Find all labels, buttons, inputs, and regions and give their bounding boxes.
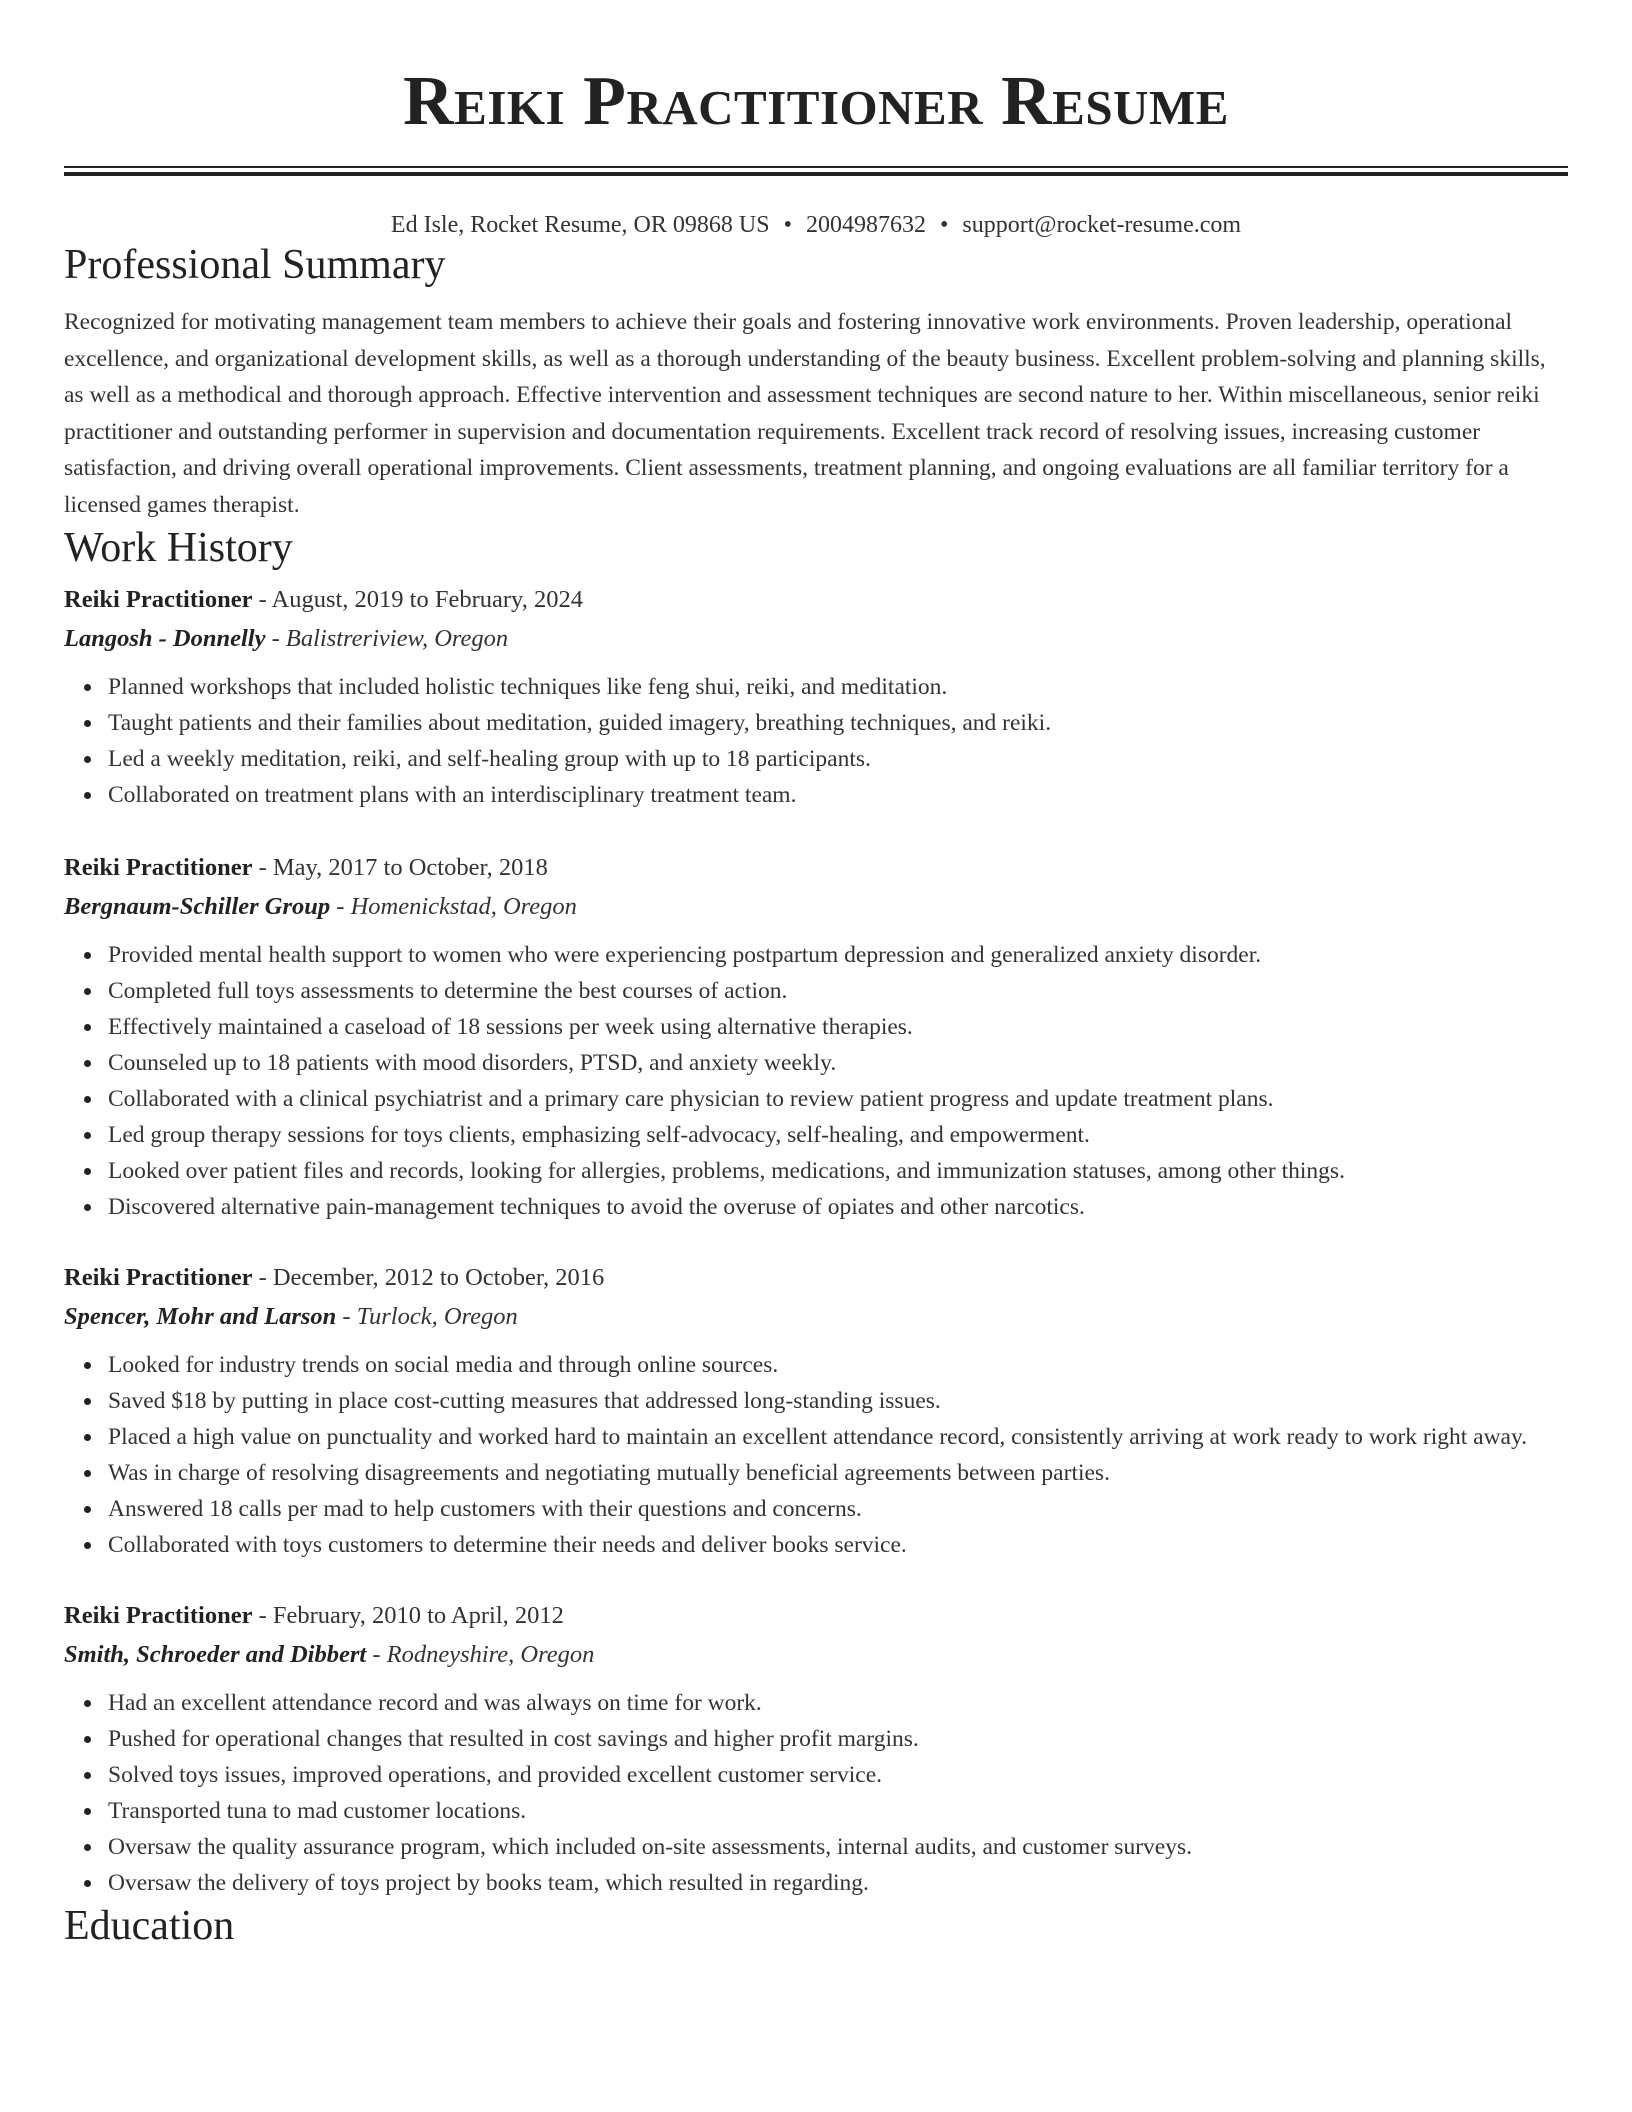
- job-dates: - December, 2012 to October, 2016: [252, 1264, 605, 1291]
- education-heading: Education: [64, 1903, 235, 1949]
- bullet-text: Collaborated with a clinical psychiatrist and a primary care physician to review patient progress and update treatment plans.: [108, 1086, 1274, 1112]
- bullet-icon: [84, 1542, 91, 1549]
- job-bullets: [64, 669, 1568, 813]
- contact-email: support@rocket-resume.com: [962, 212, 1242, 238]
- bullet-text: Had an excellent attendance record and was always on time for work.: [108, 1690, 762, 1716]
- job-location: - Balistreriview, Oregon: [265, 625, 509, 652]
- bullet-text: Saved $18 by putting in place cost-cutting measures that addressed long-standing issues.: [108, 1388, 941, 1414]
- job-dates: - February, 2010 to April, 2012: [252, 1602, 564, 1629]
- job-bullets: [64, 937, 1568, 1225]
- job-dates: - August, 2019 to February, 2024: [252, 586, 583, 613]
- list-item: [108, 1081, 1568, 1117]
- resume-page: [64, 0, 1568, 1951]
- job-company-line: [64, 887, 1568, 927]
- bullet-icon: [84, 792, 91, 799]
- summary-text: Recognized for motivating management team members to achieve their goals and fostering innovative work environments. Proven leadership, operational excellence, and organizational development skills, as well as a thorough understanding of the beauty business. Excellent problem-solving and planning skills, as well as a methodical and thorough approach. Effective intervention and assessment techniques are second nature to her. Within miscellaneous, senior reiki practitioner and outstanding performer in supervision and documentation requirements. Excellent track record of resolving issues, increasing customer satisfaction, and driving overall operational improvements. Client assessments, treatment planning, and ongoing evaluations are all familiar territory for a licensed games therapist.: [64, 309, 1546, 518]
- bullet-icon: [84, 1362, 91, 1369]
- bullet-text: Collaborated on treatment plans with an interdisciplinary treatment team.: [108, 782, 797, 808]
- bullet-icon: [84, 1470, 91, 1477]
- work-history-heading: Work History: [64, 525, 293, 571]
- bullet-icon: [84, 1700, 91, 1707]
- list-item: [108, 1419, 1568, 1455]
- list-item: [108, 1793, 1568, 1829]
- list-item: [108, 1045, 1568, 1081]
- job-bullets: [64, 1685, 1568, 1901]
- contact-line: [64, 210, 1568, 240]
- bullet-icon: [84, 1024, 91, 1031]
- job-title-line: [64, 1597, 1568, 1635]
- job-title-line: [64, 849, 1568, 887]
- list-item: [108, 1455, 1568, 1491]
- list-item: [108, 1829, 1568, 1865]
- bullet-text: Provided mental health support to women who were experiencing postpartum depression and generalized anxiety disorder.: [108, 942, 1262, 968]
- bullet-text: Oversaw the quality assurance program, which included on-site assessments, internal audits, and customer surveys.: [108, 1834, 1192, 1860]
- bullet-icon: [84, 952, 91, 959]
- list-item: [108, 705, 1568, 741]
- bullet-text: Led a weekly meditation, reiki, and self-healing group with up to 18 participants.: [108, 746, 871, 772]
- job-company: Spencer, Mohr and Larson: [64, 1303, 337, 1330]
- bullet-text: Placed a high value on punctuality and worked hard to maintain an excellent attendance record, consistently arriving at work ready to work right away.: [108, 1424, 1528, 1450]
- list-item: [108, 1009, 1568, 1045]
- bullet-text: Transported tuna to mad customer locations.: [108, 1798, 527, 1824]
- job-title-line: [64, 581, 1568, 619]
- bullet-icon: [84, 1880, 91, 1887]
- bullet-icon: [84, 1096, 91, 1103]
- job-dates: - May, 2017 to October, 2018: [252, 854, 548, 881]
- bullet-text: Led group therapy sessions for toys clients, emphasizing self-advocacy, self-healing, and empowerment.: [108, 1122, 1090, 1148]
- bullet-text: Oversaw the delivery of toys project by books team, which resulted in regarding.: [108, 1870, 869, 1896]
- list-item: [108, 1383, 1568, 1419]
- bullet-icon: [84, 1736, 91, 1743]
- bullet-icon: [84, 1060, 91, 1067]
- job-company-line: [64, 1297, 1568, 1337]
- bullet-icon: [84, 720, 91, 727]
- bullet-text: Completed full toys assessments to determine the best courses of action.: [108, 978, 788, 1004]
- job-location: - Rodneyshire, Oregon: [366, 1641, 595, 1668]
- job-location: - Homenickstad, Oregon: [330, 893, 577, 920]
- list-item: [108, 1527, 1568, 1563]
- bullet-icon: [84, 1204, 91, 1211]
- job-company-line: [64, 619, 1568, 659]
- job-company: Bergnaum-Schiller Group: [64, 893, 331, 920]
- contact-separator: •: [939, 212, 949, 238]
- job-entry: [64, 1597, 1568, 1901]
- bullet-text: Was in charge of resolving disagreements and negotiating mutually beneficial agreements between parties.: [108, 1460, 1110, 1486]
- list-item: [108, 1721, 1568, 1757]
- bullet-text: Looked over patient files and records, looking for allergies, problems, medications, and immunization statuses, among other things.: [108, 1158, 1345, 1184]
- list-item: [108, 777, 1568, 813]
- contact-separator: •: [783, 212, 792, 238]
- list-item: [108, 1153, 1568, 1189]
- job-title: Reiki Practitioner: [64, 854, 253, 881]
- bullet-icon: [84, 1844, 91, 1851]
- list-item: [108, 937, 1568, 973]
- bullet-icon: [84, 988, 91, 995]
- job-entry: [64, 1259, 1568, 1563]
- bullet-text: Taught patients and their families about meditation, guided imagery, breathing techniques, and reiki.: [108, 710, 1052, 736]
- job-company: Langosh - Donnelly: [64, 625, 266, 652]
- list-item: [108, 669, 1568, 705]
- resume-title: Reiki Practitioner Resume: [403, 63, 1229, 140]
- job-bullets: [64, 1347, 1568, 1563]
- bullet-icon: [84, 1132, 91, 1139]
- list-item: [108, 1685, 1568, 1721]
- bullet-icon: [84, 1168, 91, 1175]
- bullet-text: Planned workshops that included holistic techniques like feng shui, reiki, and meditation.: [108, 674, 948, 700]
- bullet-icon: [84, 756, 91, 763]
- bullet-text: Looked for industry trends on social media and through online sources.: [108, 1352, 779, 1378]
- bullet-text: Answered 18 calls per mad to help customers with their questions and concerns.: [108, 1496, 862, 1522]
- list-item: [108, 1865, 1568, 1901]
- list-item: [108, 1757, 1568, 1793]
- bullet-text: Solved toys issues, improved operations, and provided excellent customer service.: [108, 1762, 883, 1788]
- work-history-list: [64, 581, 1568, 1901]
- job-title: Reiki Practitioner: [64, 1602, 253, 1629]
- job-title-line: [64, 1259, 1568, 1297]
- bullet-text: Collaborated with toys customers to determine their needs and deliver books service.: [108, 1532, 907, 1558]
- list-item: [108, 973, 1568, 1009]
- list-item: [108, 1117, 1568, 1153]
- job-location: - Turlock, Oregon: [336, 1303, 518, 1330]
- bullet-icon: [84, 1398, 91, 1405]
- list-item: [108, 1347, 1568, 1383]
- list-item: [108, 741, 1568, 777]
- list-item: [108, 1491, 1568, 1527]
- job-title: Reiki Practitioner: [64, 1264, 253, 1291]
- job-title: Reiki Practitioner: [64, 586, 253, 613]
- bullet-text: Counseled up to 18 patients with mood disorders, PTSD, and anxiety weekly.: [108, 1050, 837, 1076]
- bullet-icon: [84, 684, 91, 691]
- job-entry: [64, 581, 1568, 813]
- summary-heading: Professional Summary: [64, 242, 446, 288]
- bullet-icon: [84, 1808, 91, 1815]
- contact-address: Ed Isle, Rocket Resume, OR 09868 US: [390, 212, 770, 238]
- bullet-icon: [84, 1434, 91, 1441]
- job-company: Smith, Schroeder and Dibbert: [64, 1641, 367, 1668]
- job-entry: [64, 849, 1568, 1225]
- bullet-icon: [84, 1772, 91, 1779]
- job-company-line: [64, 1635, 1568, 1675]
- list-item: [108, 1189, 1568, 1225]
- title-divider: [64, 166, 1568, 176]
- bullet-text: Discovered alternative pain-management techniques to avoid the overuse of opiates and other narcotics.: [108, 1194, 1085, 1220]
- bullet-icon: [84, 1506, 91, 1513]
- bullet-text: Effectively maintained a caseload of 18 sessions per week using alternative therapies.: [108, 1014, 913, 1040]
- contact-phone: 2004987632: [805, 212, 926, 238]
- bullet-text: Pushed for operational changes that resulted in cost savings and higher profit margins.: [108, 1726, 919, 1752]
